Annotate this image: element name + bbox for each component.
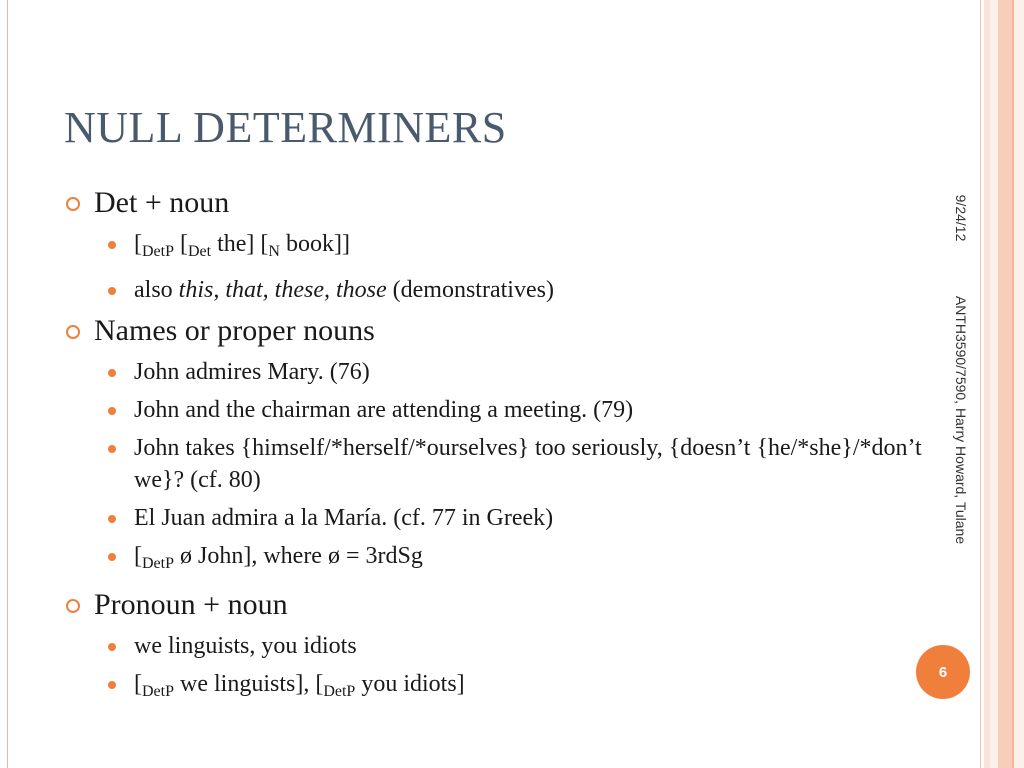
- right-frame-band: [980, 0, 981, 768]
- list-item: [64, 630, 934, 662]
- dot-bullet-icon: [108, 681, 116, 689]
- list-item: [64, 432, 934, 496]
- item-text: we linguists, you idiots: [134, 633, 357, 659]
- section-heading: [64, 184, 934, 222]
- page-number-badge: 6: [916, 645, 970, 699]
- list-item: [64, 274, 934, 306]
- section-heading: [64, 586, 934, 624]
- item-text: book]]: [279, 231, 350, 257]
- dot-bullet-icon: [108, 241, 116, 249]
- item-text: John takes {himself/*herself/*ourselves} too seriously, {doesn’t {he/*she}/*don’t we}? (cf. 80): [134, 435, 922, 493]
- item-text: John admires Mary. (76): [134, 359, 370, 385]
- circle-bullet-icon: [66, 325, 80, 339]
- subscript-label: DetP: [142, 243, 174, 260]
- subscript-label: Det: [188, 243, 212, 260]
- dot-bullet-icon: [108, 369, 116, 377]
- item-text: the] [: [211, 231, 269, 257]
- dot-bullet-icon: [108, 407, 116, 415]
- dot-bullet-icon: [108, 553, 116, 561]
- item-text: [: [174, 231, 188, 257]
- circle-bullet-icon: [66, 197, 80, 211]
- left-frame-line: [7, 0, 8, 768]
- list-item: [64, 394, 934, 426]
- dot-bullet-icon: [108, 643, 116, 651]
- section-heading-text: Pronoun + noun: [94, 588, 288, 621]
- item-text: El Juan admira a la María. (cf. 77 in Greek): [134, 505, 554, 531]
- subscript-label: DetP: [142, 683, 174, 700]
- slide-date: 9/24/12: [953, 194, 969, 242]
- item-text: [: [134, 231, 142, 257]
- item-text: also: [134, 277, 179, 303]
- item-text: ø John], where ø = 3rdSg: [174, 543, 423, 569]
- item-text: (demonstratives): [386, 277, 554, 303]
- right-frame-band: [998, 0, 1012, 768]
- section-heading-text: Names or proper nouns: [94, 314, 375, 347]
- slide-footer: ANTH3590/7590, Harry Howard, Tulane: [953, 295, 969, 545]
- dot-bullet-icon: [108, 515, 116, 523]
- item-text: [: [134, 543, 142, 569]
- dot-bullet-icon: [108, 445, 116, 453]
- list-item: [64, 540, 934, 580]
- item-text: we linguists], [: [174, 671, 324, 697]
- subscript-label: DetP: [142, 555, 174, 572]
- item-text: you idiots]: [355, 671, 465, 697]
- item-text: [: [134, 671, 142, 697]
- section-heading: [64, 312, 934, 350]
- dot-bullet-icon: [108, 287, 116, 295]
- list-item: [64, 228, 934, 268]
- list-item: [64, 356, 934, 388]
- subscript-label: DetP: [323, 683, 356, 700]
- section-heading-text: Det + noun: [94, 186, 230, 219]
- slide-title: NULL DETERMINERS: [64, 103, 507, 152]
- item-text: John and the chairman are attending a meeting. (79): [134, 397, 634, 423]
- circle-bullet-icon: [66, 599, 80, 613]
- right-frame-band: [1012, 0, 1014, 768]
- list-item: [64, 502, 934, 534]
- slide-content: [64, 184, 934, 714]
- list-item: [64, 668, 934, 708]
- italic-text: this, that, these, those: [178, 277, 387, 303]
- subscript-label: N: [268, 243, 280, 260]
